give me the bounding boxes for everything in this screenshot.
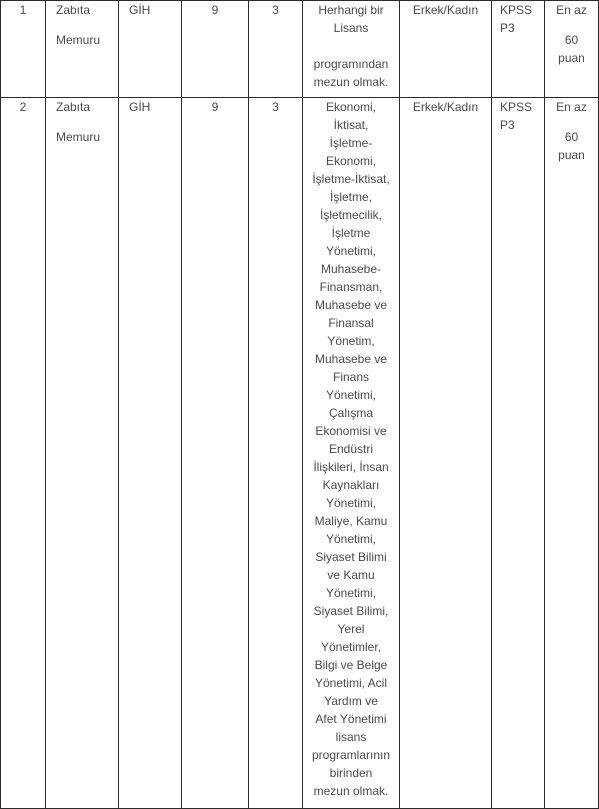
gender-cell: Erkek/Kadın (400, 98, 492, 809)
exam-type-line: KPSS (500, 3, 533, 17)
qualification-line: Kaynakları (322, 478, 380, 492)
min-score-line: 60 (564, 33, 579, 47)
table-row (1, 98, 599, 809)
qualification-line: Endüstri (328, 442, 374, 456)
min-score-line: 60 (564, 130, 579, 144)
count-cell: 3 (249, 1, 303, 98)
min-score-line: puan (558, 148, 585, 162)
qualification-line: ve Kamu (327, 568, 375, 582)
position-title (46, 98, 119, 809)
min-score-line: En az (556, 100, 587, 114)
qualification-line: birinden (329, 766, 373, 780)
qualification-line: Ekonomisi ve (315, 424, 387, 438)
qualification-cell (303, 98, 400, 809)
qualification-line: Lisans (333, 21, 369, 35)
qualification-line: Yönetim, (327, 334, 375, 348)
qualification-line: İşletme- (329, 136, 373, 150)
position-title-line: Zabıta (56, 100, 91, 114)
table-row (1, 1, 599, 98)
qualification-line: İktisat, (333, 118, 369, 132)
qualification-line: İşletme (331, 226, 371, 240)
qualification-line: Maliye, Kamu (314, 514, 388, 528)
exam-type-cell (492, 98, 545, 809)
qualification-line: İşletme, (329, 190, 372, 204)
count-cell: 3 (249, 98, 303, 809)
qualification-line: Muhasebe ve (314, 352, 388, 366)
exam-type-line: KPSS (500, 100, 533, 114)
qualification-line: Muhasebe ve (314, 298, 388, 312)
min-score-line: puan (558, 51, 585, 65)
position-title-line: Zabıta (56, 3, 91, 17)
qualification-line: Finansman, (319, 280, 383, 294)
gender-cell: Erkek/Kadın (400, 1, 492, 98)
position-title-line: Memuru (56, 130, 101, 144)
min-score-cell (545, 98, 599, 809)
qualification-line: Finans (332, 370, 370, 384)
min-score-cell (545, 1, 599, 98)
qualification-line: İlişkileri, İnsan (313, 460, 389, 474)
qualification-line: Afet Yönetimi (315, 712, 387, 726)
row-number: 2 (1, 98, 46, 809)
qualification-line: Yönetimi, Acil (314, 676, 388, 690)
qualification-line: mezun olmak. (313, 784, 389, 798)
qualification-line: Yönetimi, (325, 532, 377, 546)
qualification-line: Yönetimi, (325, 388, 377, 402)
position-title-line: Memuru (56, 33, 101, 47)
qualification-line: İşletmecilik, (319, 208, 382, 222)
min-score-line: En az (556, 3, 587, 17)
qualification-line: Herhangi bir (318, 3, 384, 17)
qualification-line: mezun olmak. (313, 75, 389, 89)
qualification-line: Siyaset Bilimi (315, 550, 387, 564)
grade-cell: 9 (182, 98, 249, 809)
qualification-line: Muhasebe- (320, 262, 382, 276)
qualification-line: Yerel (337, 622, 365, 636)
qualification-line: programlarının (311, 748, 391, 762)
qualification-cell (303, 1, 400, 98)
qualification-line: Finansal (328, 316, 374, 330)
row-number: 1 (1, 1, 46, 98)
qualification-line: Ekonomi, (325, 100, 377, 114)
qualification-line: Siyaset Bilimi, (313, 604, 389, 618)
qualification-line: lisans (335, 730, 367, 744)
qualification-line: İşletme-İktisat, (312, 172, 390, 186)
grade-cell: 9 (182, 1, 249, 98)
class-cell: GİH (119, 1, 182, 98)
class-cell: GİH (119, 98, 182, 809)
exam-type-cell (492, 1, 545, 98)
position-title (46, 1, 119, 98)
qualification-line: Yönetimi, (325, 586, 377, 600)
qualification-line: Yönetimler, (320, 640, 382, 654)
exam-type-line: P3 (500, 21, 515, 35)
exam-type-line: P3 (500, 118, 515, 132)
qualification-line: Yönetimi, (325, 244, 377, 258)
qualification-line (303, 37, 399, 55)
qualification-line: Çalışma (328, 406, 373, 420)
qualification-line: programından (313, 57, 389, 71)
qualification-line: Yardım ve (324, 694, 378, 708)
qualification-line: Ekonomi, (325, 154, 377, 168)
qualification-line: Bilgi ve Belge (314, 658, 388, 672)
qualification-line: Yönetimi, (325, 496, 377, 510)
